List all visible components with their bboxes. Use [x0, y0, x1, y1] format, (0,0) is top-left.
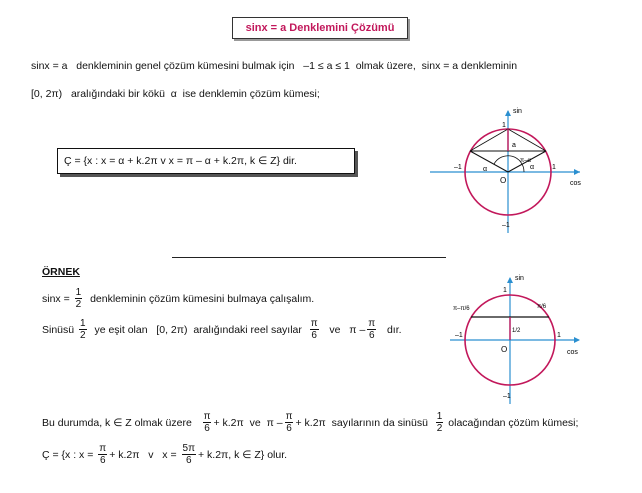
fraction-denominator: 2	[75, 299, 82, 310]
fraction-denominator: 2	[436, 423, 443, 434]
fraction-one-half	[79, 318, 87, 341]
intro-alpha: α	[170, 88, 177, 100]
example-line-3	[42, 411, 578, 434]
example-plus-k2pi: + k.2π	[213, 416, 244, 429]
example-plus-k2pi-2: + k.2π	[295, 416, 326, 429]
label-one-top: 1	[502, 122, 506, 129]
label-one-right: 1	[552, 164, 556, 171]
example-text-4: olacağından çözüm kümesi;	[448, 416, 579, 429]
page-title: sinx = a Denklemini Çözümü	[232, 17, 408, 39]
sin-label: sin	[513, 108, 522, 115]
fraction-one-half	[436, 411, 444, 434]
fraction-denominator: 6	[368, 330, 375, 341]
general-solution-formula: Ç = {x : x = α + k.2π v x = π – α + k.2π, k ∈ Z} dir.	[57, 148, 355, 174]
fraction-denominator: 2	[80, 330, 86, 341]
example-bu-durumda: Bu durumda, k ∈ Z olmak üzere	[42, 416, 192, 429]
example-sinx: sinx =	[42, 292, 70, 305]
label-pi-minus-alpha: π–α	[520, 158, 531, 164]
unit-circle-diagram-2	[445, 272, 585, 412]
fraction-numerator: π	[99, 443, 107, 454]
label-a: a	[512, 142, 516, 149]
fraction-numerator: π	[285, 411, 293, 422]
example-interval: [0, 2π)	[156, 323, 188, 336]
intro-solution-text: ise denklemin çözüm kümesi;	[182, 88, 320, 100]
final-set-end: + k.2π, k ∈ Z} olur.	[197, 448, 288, 461]
fraction-pi-over-6	[285, 411, 294, 434]
label-minus-one-left: –1	[454, 164, 462, 171]
label-half: 1/2	[512, 328, 521, 334]
fraction-numerator: 1	[80, 318, 86, 329]
fraction-numerator: 5π	[182, 443, 195, 454]
final-x-eq: x =	[162, 448, 177, 461]
fraction-5pi-over-6	[182, 443, 196, 466]
intro-root-text: aralığındaki bir kökü	[70, 88, 165, 100]
example-ve-2: ve	[249, 416, 261, 429]
fraction-one-half	[75, 287, 83, 310]
final-set-start: Ç = {x : x =	[42, 448, 94, 461]
label-alpha-left: α	[483, 166, 488, 173]
fraction-denominator: 6	[286, 423, 292, 434]
fraction-pi-over-6	[203, 411, 212, 434]
cos-label: cos	[570, 180, 581, 187]
fraction-denominator: 6	[311, 330, 317, 341]
intro-line-2	[31, 88, 320, 100]
intro-tail: sinx = a denkleminin	[421, 60, 518, 72]
fraction-numerator: π	[203, 411, 211, 422]
intro-text: denkleminin genel çözüm kümesini bulmak için	[76, 60, 295, 72]
label-origin: O	[501, 345, 508, 354]
fraction-numerator: 1	[75, 287, 82, 298]
example-heading: ÖRNEK	[42, 266, 80, 278]
example-text-2b: aralığındaki reel sayılar	[193, 323, 302, 336]
section-divider	[172, 257, 446, 258]
intro-range: –1 ≤ a ≤ 1	[303, 60, 350, 72]
example-sinusu: Sinüsü	[42, 323, 75, 336]
cos-axis-arrow	[574, 169, 580, 175]
example-text-2a: ye eşit olan	[94, 323, 148, 336]
final-v: v	[148, 448, 154, 461]
label-minus-one-bottom: –1	[503, 393, 511, 400]
fraction-pi-over-6	[367, 318, 376, 341]
example-text-3: sayılarının da sinüsü	[331, 416, 428, 429]
label-minus-one-bottom: –1	[502, 222, 510, 229]
example-dir: dır.	[386, 323, 402, 336]
example-line-1	[42, 287, 314, 310]
fraction-numerator: 1	[436, 411, 443, 422]
fraction-numerator: π	[368, 318, 376, 329]
fraction-pi-over-6	[98, 443, 107, 466]
label-minus-one-left: –1	[455, 332, 463, 339]
label-alpha-right: α	[530, 164, 535, 171]
example-line-2	[42, 318, 402, 341]
fraction-denominator: 6	[185, 455, 192, 466]
fraction-numerator: π	[310, 318, 318, 329]
radius-left	[470, 151, 508, 172]
sin-axis-arrow	[507, 277, 513, 283]
example-ve: ve	[329, 323, 341, 336]
label-pi-minus-pi-over-6: π–π/6	[453, 306, 470, 312]
example-text-1: denkleminin çözüm kümesini bulmaya çalışalım.	[90, 292, 315, 305]
triangle-left	[470, 129, 508, 151]
label-one-right: 1	[557, 332, 561, 339]
intro-sinx: sinx = a	[31, 60, 68, 72]
example-line-4	[42, 443, 287, 466]
fraction-denominator: 6	[204, 423, 210, 434]
label-origin: O	[500, 176, 507, 185]
intro-interval: [0, 2π)	[31, 88, 63, 100]
cos-label: cos	[567, 349, 578, 356]
sin-axis-arrow	[505, 110, 511, 116]
fraction-denominator: 6	[99, 455, 106, 466]
label-pi-over-6: π/6	[537, 304, 547, 310]
example-pi-minus: π –	[349, 323, 366, 336]
unit-circle-diagram-1	[420, 105, 590, 235]
label-one-top: 1	[503, 287, 507, 294]
intro-condition: olmak üzere,	[355, 60, 416, 72]
cos-axis-arrow	[574, 337, 580, 343]
fraction-pi-over-6	[310, 318, 319, 341]
intro-line-1	[31, 60, 517, 72]
sin-label: sin	[515, 275, 524, 282]
final-plus-k2pi: + k.2π	[109, 448, 140, 461]
example-pi-minus-2: π –	[266, 416, 283, 429]
